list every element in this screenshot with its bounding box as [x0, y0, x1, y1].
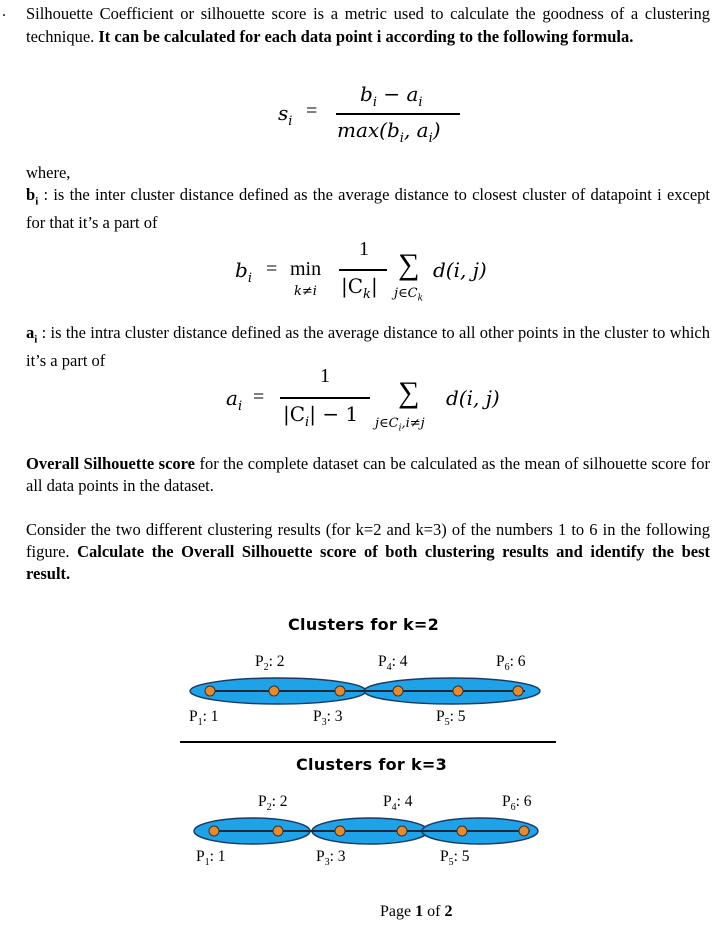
intro-text: Silhouette Coefficient or silhouette score is a metric used to calculate the goodness of a clustering technique. [26, 4, 710, 46]
overall-paragraph: Overall Silhouette score for the complete dataset can be calculated as the mean of silhouette score for all data points in the dataset. [26, 454, 711, 495]
k3-label-p3: $P_3$: 3 [316, 848, 346, 869]
k3-point-3 [335, 826, 345, 836]
bi-definition: $b_i$ : is the inter cluster distance defined as the average distance to closest cluster of datapoint i except for that it’s a part of [26, 185, 710, 233]
figure-divider [180, 741, 556, 743]
k2-point-4 [393, 686, 403, 696]
k2-point-5 [453, 686, 463, 696]
figure-k3-title: Clusters for k=3 [296, 755, 448, 774]
intro-paragraph [26, 3, 710, 48]
k3-label-p4: $P_4$: 4 [383, 793, 413, 814]
question-paragraph: Consider the two different clustering results (for k=2 and k=3) of the numbers 1 to 6 in the following figure. Calculate the Overall Silhouette score of both clustering results and identify the best result. [26, 520, 710, 583]
k2-label-p1: $P_1$: 1 [189, 708, 219, 729]
k2-label-p6: $P_6$: 6 [496, 653, 526, 674]
k2-label-p5: $P_5$: 5 [436, 708, 466, 729]
k3-label-p1: $P_1$: 1 [196, 848, 226, 869]
page-number: Page 1 of 2 [380, 903, 453, 920]
k2-point-6 [513, 686, 523, 696]
k3-label-p6: $P_6$: 6 [502, 793, 532, 814]
k2-cluster-diagram [180, 674, 560, 708]
k3-point-4 [397, 826, 407, 836]
k3-point-2 [273, 826, 283, 836]
k2-point-2 [269, 686, 279, 696]
k2-label-p3: $P_3$: 3 [313, 708, 343, 729]
k3-label-p5: $P_5$: 5 [440, 848, 470, 869]
k3-point-6 [519, 826, 529, 836]
where-label: where, [26, 163, 71, 182]
formula-intra-cluster: $a_i$ = 1 $|C_i| - 1$ ∑ $j\in C_i,i\ne j$ d(i, j) [226, 365, 500, 434]
list-bullet: . [2, 3, 6, 20]
figure-k2-title: Clusters for k=2 [288, 615, 440, 634]
k2-label-p2: $P_2$: 2 [255, 653, 285, 674]
k3-label-p2: $P_2$: 2 [258, 793, 288, 814]
intro-bold-text: It can be calculated for each data point i according to the following formula. [98, 26, 634, 46]
k2-point-3 [335, 686, 345, 696]
formula-inter-cluster: $b_i$ = min k≠i 1 $|C_k|$ ∑ $j\in C_k$ d(i, j) [235, 238, 487, 304]
k3-cluster-diagram [190, 814, 550, 848]
k3-point-1 [209, 826, 219, 836]
formula-silhouette: $s_i$ = $b_i - a_i$ $\max(b_i$, $a_i$) [270, 82, 470, 152]
k2-label-p4: $P_4$: 4 [378, 653, 408, 674]
ai-definition: $a_i$ : is the intra cluster distance defined as the average distance to all other points in the cluster to which it’s a part of [26, 323, 710, 371]
k3-point-5 [457, 826, 467, 836]
k2-point-1 [205, 686, 215, 696]
